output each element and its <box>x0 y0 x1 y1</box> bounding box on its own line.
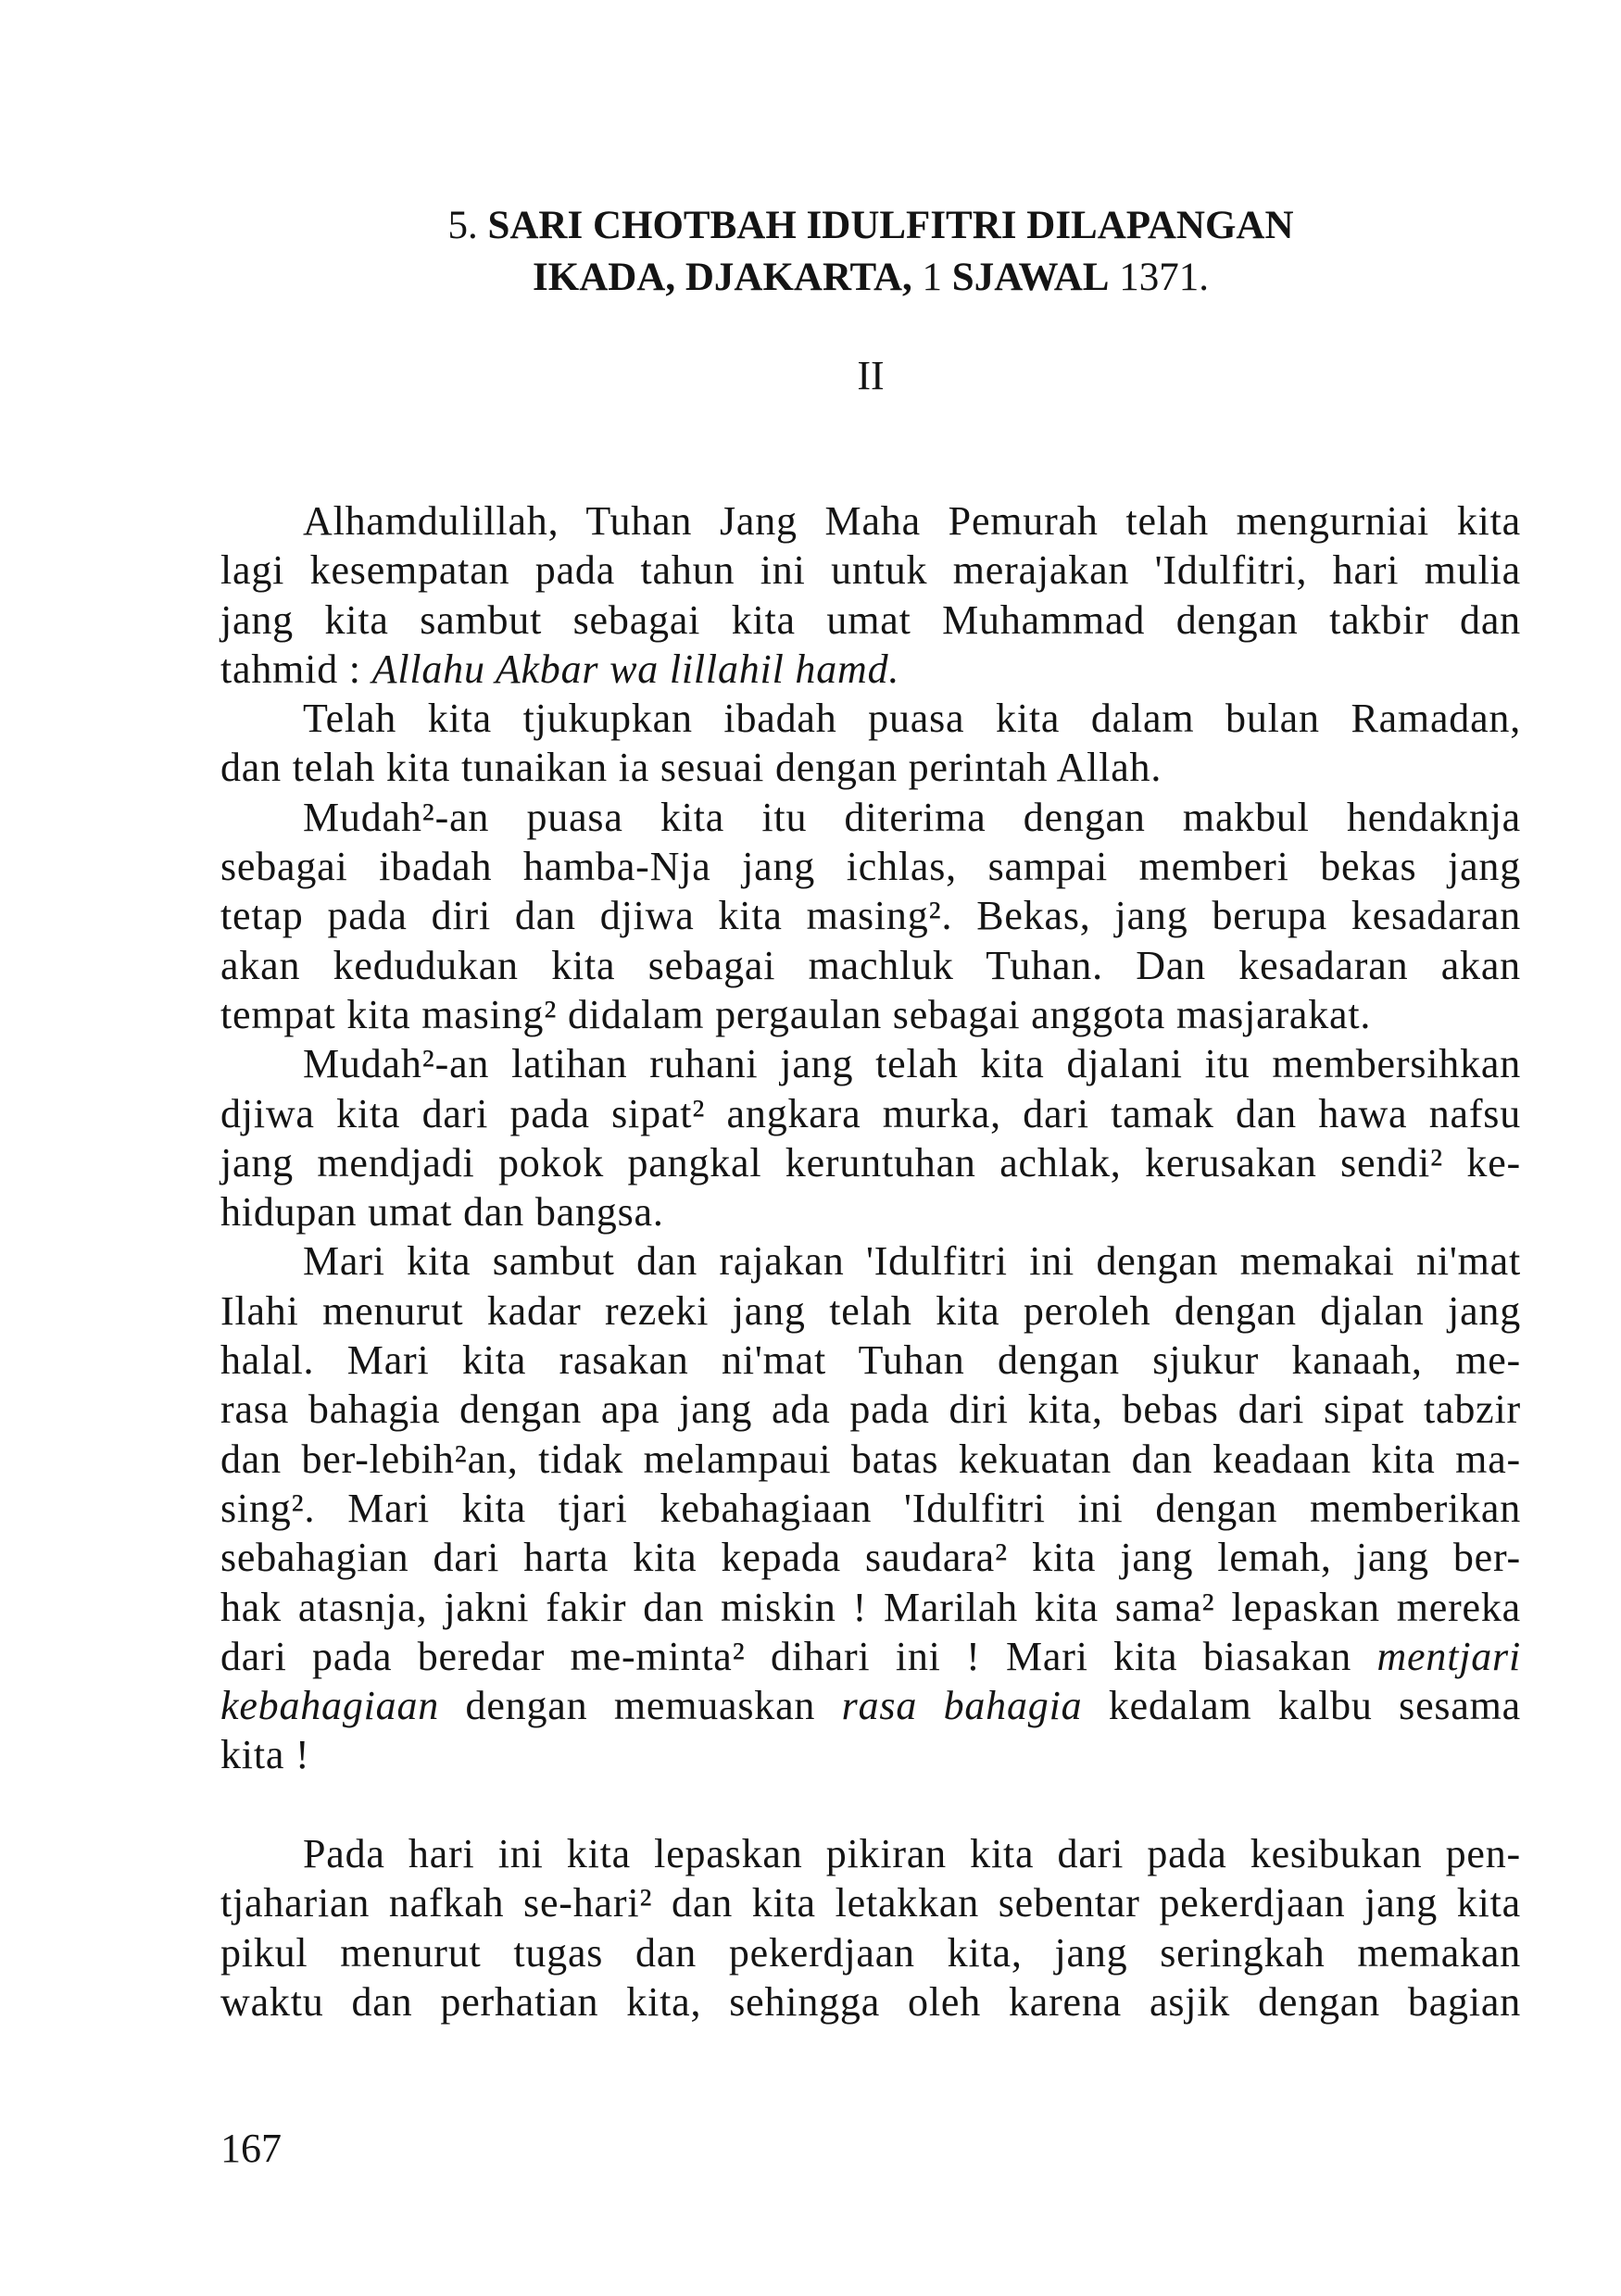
text-line: Telah kita tjukupkan ibadah puasa kita dalam bulan Ramadan, <box>303 696 1521 742</box>
page-number: 167 <box>220 2126 282 2171</box>
text-line: hak atasnja, jakni fakir dan miskin ! Marilah kita sama² lepaskan mereka <box>220 1584 1521 1630</box>
text-segment: kedalam kalbu sesama <box>1082 1683 1522 1729</box>
paragraph <box>220 496 1521 694</box>
text-line: tempat kita masing² didalam pergaulan sebagai anggota masjarakat. <box>220 991 1372 1037</box>
chapter-title <box>220 200 1521 303</box>
paragraph <box>220 1039 1521 1236</box>
text-line: lagi kesempatan pada tahun ini untuk merajakan 'Idulfitri, hari mulia <box>220 547 1521 594</box>
text-segment: tahmid : <box>220 646 372 692</box>
paragraph <box>220 793 1521 1039</box>
text-line: Pada hari ini kita lepaskan pikiran kita dari pada kesibukan pen- <box>303 1831 1521 1877</box>
text-line: akan kedudukan kita sebagai machluk Tuhan. Dan kesadaran akan <box>220 942 1521 988</box>
title-day: 1 <box>922 255 943 299</box>
title-line-2 <box>220 252 1521 304</box>
text-segment: dari pada beredar me-minta² dihari ini ! Mari kita biasakan <box>220 1633 1377 1679</box>
text-line: Mudah²-an puasa kita itu diterima dengan makbul hendaknja <box>303 794 1521 840</box>
emphasized-text: Allahu Akbar wa lillahil hamd. <box>371 646 900 692</box>
emphasized-text: mentjari <box>1376 1633 1521 1679</box>
text-line: Ilahi menurut kadar rezeki jang telah kita peroleh dengan djalan jang <box>220 1287 1521 1334</box>
text-line: rasa bahagia dengan apa jang ada pada diri kita, bebas dari sipat tabzir <box>220 1386 1521 1433</box>
text-line: tetap pada diri dan djiwa kita masing². Bekas, jang berupa kesadaran <box>220 893 1521 939</box>
emphasized-text: rasa bahagia <box>841 1683 1083 1729</box>
text-line: hidupan umat dan bangsa. <box>220 1189 664 1236</box>
text-line: kita ! <box>220 1732 310 1778</box>
title-text: SARI CHOTBAH IDULFITRI DILAPANGAN <box>487 204 1294 247</box>
title-year: 1371. <box>1119 255 1209 299</box>
text-line: dan ber-lebih²an, tidak melampaui batas kekuatan dan keadaan kita ma- <box>220 1436 1521 1482</box>
text-line: Mari kita sambut dan rajakan 'Idulfitri ini dengan memakai ni'mat <box>303 1238 1521 1285</box>
text-line <box>220 1681 1521 1730</box>
text-line: sebahagian dari harta kita kepada saudara² kita jang lemah, jang ber- <box>220 1535 1521 1581</box>
text-line: sebagai ibadah hamba-Nja jang ichlas, sampai memberi bekas jang <box>220 844 1521 890</box>
text-line: pikul menurut tugas dan pekerdjaan kita, jang seringkah memakan <box>220 1929 1521 1976</box>
text-line <box>220 1632 1521 1681</box>
text-line: sing². Mari kita tjari kebahagiaan 'Idulfitri ini dengan memberikan <box>220 1485 1521 1531</box>
emphasized-text: kebahagiaan <box>220 1683 440 1729</box>
title-place: IKADA, DJAKARTA, <box>533 255 912 299</box>
text-line: waktu dan perhatian kita, sehingga oleh karena asjik dengan bagian <box>220 1978 1521 2025</box>
section-numeral: II <box>857 353 885 398</box>
text-line: dan telah kita tunaikan ia sesuai dengan perintah Allah. <box>220 745 1162 791</box>
text-segment: dengan memuaskan <box>439 1683 842 1729</box>
paragraph <box>220 1236 1521 1779</box>
text-line: jang kita sambut sebagai kita umat Muhammad dengan takbir dan <box>220 596 1521 643</box>
text-line: halal. Mari kita rasakan ni'mat Tuhan dengan sjukur kanaah, me- <box>220 1337 1521 1384</box>
text-line: Alhamdulillah, Tuhan Jang Maha Pemurah telah mengurniai kita <box>303 498 1521 544</box>
text-line <box>220 645 1521 694</box>
title-line-1 <box>220 200 1521 252</box>
body-text <box>220 496 1521 2026</box>
text-line: Mudah²-an latihan ruhani jang telah kita djalani itu membersihkan <box>303 1041 1521 1087</box>
chapter-number: 5. <box>447 204 478 247</box>
text-line: jang mendjadi pokok pangkal keruntuhan achlak, kerusakan sendi² ke- <box>220 1139 1521 1186</box>
text-line: tjaharian nafkah se-hari² dan kita letakkan sebentar pekerdjaan jang kita <box>220 1880 1521 1926</box>
paragraph <box>220 694 1521 793</box>
text-line: djiwa kita dari pada sipat² angkara murka, dari tamak dan hawa nafsu <box>220 1090 1521 1136</box>
title-month: SJAWAL <box>951 255 1110 299</box>
paragraph <box>220 1829 1521 2026</box>
